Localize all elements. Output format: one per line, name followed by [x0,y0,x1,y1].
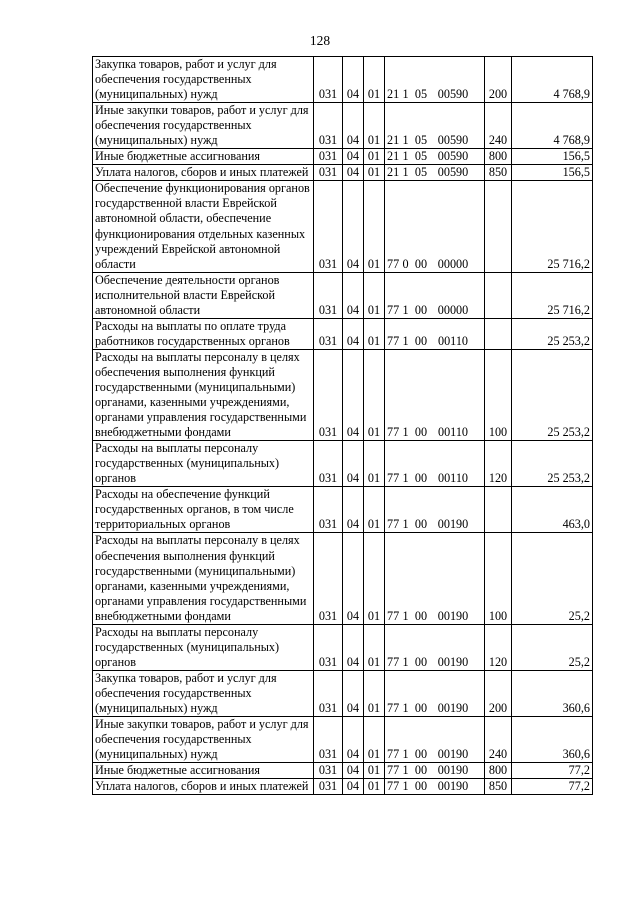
target-article-code-cell [385,717,485,763]
target-article-segment: 05 [414,87,428,102]
target-article-code-cell [385,103,485,149]
amount-cell: 156,5 [512,165,593,181]
vedomstvo-code-cell: 031 [314,57,343,103]
podrazdel-code-cell: 01 [364,272,385,318]
target-article-segment: 00 [414,608,428,623]
razdel-code-cell: 04 [343,779,364,795]
target-article-segment: 00 [414,763,428,778]
podrazdel-code-cell: 01 [364,763,385,779]
row-name-cell: Расходы на выплаты персоналу в целях обеспечения выполнения функций государственными (муниципальными) органами, казенными учреждениями, органами управления государственными внебюджетными фондами [93,533,314,624]
target-article-segment: 77 [387,425,400,440]
target-article-code-cell [385,149,485,165]
target-article-segment: 00 [414,333,428,348]
target-article-segment: 77 [387,302,400,317]
row-name-cell: Иные бюджетные ассигнования [93,149,314,165]
target-article-segment: 00190 [437,747,469,762]
target-article-segment: 00 [414,654,428,669]
target-article-segment: 00110 [437,425,469,440]
target-article-segment: 00000 [437,302,469,317]
razdel-code-cell: 04 [343,717,364,763]
vedomstvo-code-cell: 031 [314,533,343,624]
podrazdel-code-cell: 01 [364,165,385,181]
target-article-segment: 00190 [437,517,469,532]
amount-cell: 25 253,2 [512,349,593,440]
table-row [93,165,593,181]
table-body [93,57,593,795]
target-article-segment: 00590 [437,133,469,148]
target-article-segment: 00 [414,256,428,271]
table-row [93,533,593,624]
vedomstvo-code-cell: 031 [314,441,343,487]
podrazdel-code-cell: 01 [364,349,385,440]
razdel-code-cell: 04 [343,181,364,272]
target-article-segment: 00190 [437,763,469,778]
page-number: 128 [309,33,331,48]
amount-cell: 156,5 [512,149,593,165]
target-article-segment: 1 [402,700,409,715]
amount-cell: 25,2 [512,624,593,670]
vedomstvo-code-cell: 031 [314,779,343,795]
podrazdel-code-cell: 01 [364,57,385,103]
table-row [93,349,593,440]
amount-cell: 25 253,2 [512,318,593,349]
row-name-cell: Уплата налогов, сборов и иных платежей [93,165,314,181]
razdel-code-cell: 04 [343,349,364,440]
expense-type-code-cell: 800 [485,149,512,165]
razdel-code-cell: 04 [343,103,364,149]
amount-cell: 360,6 [512,717,593,763]
vedomstvo-code-cell: 031 [314,181,343,272]
table-row [93,149,593,165]
target-article-segment: 00190 [437,779,469,794]
target-article-segment: 1 [402,517,409,532]
vedomstvo-code-cell: 031 [314,103,343,149]
target-article-segment: 05 [414,149,428,164]
expense-type-code-cell: 850 [485,165,512,181]
expense-type-code-cell: 200 [485,57,512,103]
expense-type-code-cell [485,272,512,318]
target-article-segment: 00590 [437,87,469,102]
vedomstvo-code-cell: 031 [314,624,343,670]
expense-type-code-cell [485,318,512,349]
table-row [93,779,593,795]
expense-type-code-cell: 200 [485,670,512,716]
target-article-segment: 00 [414,700,428,715]
row-name-cell: Обеспечение деятельности органов исполнительной власти Еврейской автономной области [93,272,314,318]
razdel-code-cell: 04 [343,487,364,533]
row-name-cell: Закупка товаров, работ и услуг для обеспечения государственных (муниципальных) нужд [93,57,314,103]
target-article-segment: 77 [387,654,400,669]
expense-type-code-cell: 120 [485,441,512,487]
expense-type-code-cell: 120 [485,624,512,670]
vedomstvo-code-cell: 031 [314,670,343,716]
amount-cell: 25 716,2 [512,181,593,272]
target-article-segment: 77 [387,763,400,778]
row-name-cell: Иные закупки товаров, работ и услуг для обеспечения государственных (муниципальных) нужд [93,103,314,149]
target-article-segment: 00590 [437,165,469,180]
row-name-cell: Иные бюджетные ассигнования [93,763,314,779]
row-name-cell: Расходы на обеспечение функций государственных органов, в том числе территориальных органов [93,487,314,533]
target-article-segment: 00190 [437,654,469,669]
expense-type-code-cell [485,487,512,533]
target-article-segment: 77 [387,256,400,271]
target-article-segment: 21 [387,165,400,180]
table-row [93,487,593,533]
amount-cell: 25,2 [512,533,593,624]
razdel-code-cell: 04 [343,670,364,716]
target-article-segment: 00 [414,747,428,762]
table-row [93,441,593,487]
row-name-cell: Расходы на выплаты персоналу в целях обеспечения выполнения функций государственными (муниципальными) органами, казенными учреждениями, органами управления государственными внебюджетными фондами [93,349,314,440]
razdel-code-cell: 04 [343,441,364,487]
target-article-segment: 05 [414,165,428,180]
target-article-segment: 1 [402,654,409,669]
podrazdel-code-cell: 01 [364,103,385,149]
expense-type-code-cell: 240 [485,717,512,763]
target-article-segment: 0 [402,256,409,271]
table-row [93,763,593,779]
amount-cell: 25 716,2 [512,272,593,318]
target-article-code-cell [385,487,485,533]
table-row [93,181,593,272]
razdel-code-cell: 04 [343,149,364,165]
target-article-segment: 1 [402,747,409,762]
target-article-segment: 1 [402,608,409,623]
row-name-cell: Закупка товаров, работ и услуг для обеспечения государственных (муниципальных) нужд [93,670,314,716]
target-article-segment: 77 [387,517,400,532]
amount-cell: 4 768,9 [512,57,593,103]
razdel-code-cell: 04 [343,165,364,181]
target-article-segment: 00 [414,517,428,532]
target-article-segment: 1 [402,165,409,180]
target-article-segment: 77 [387,333,400,348]
row-name-cell: Расходы на выплаты персоналу государственных (муниципальных) органов [93,441,314,487]
target-article-segment: 00 [414,425,428,440]
target-article-segment: 00 [414,779,428,794]
vedomstvo-code-cell: 031 [314,272,343,318]
podrazdel-code-cell: 01 [364,487,385,533]
target-article-segment: 00110 [437,333,469,348]
vedomstvo-code-cell: 031 [314,165,343,181]
amount-cell: 25 253,2 [512,441,593,487]
target-article-code-cell [385,779,485,795]
target-article-segment: 1 [402,87,409,102]
target-article-segment: 77 [387,471,400,486]
target-article-code-cell [385,670,485,716]
vedomstvo-code-cell: 031 [314,717,343,763]
table-row [93,318,593,349]
table-row [93,670,593,716]
razdel-code-cell: 04 [343,763,364,779]
podrazdel-code-cell: 01 [364,717,385,763]
expense-type-code-cell [485,181,512,272]
expense-type-code-cell: 100 [485,349,512,440]
amount-cell: 360,6 [512,670,593,716]
razdel-code-cell: 04 [343,624,364,670]
target-article-segment: 00 [414,471,428,486]
table-row [93,272,593,318]
target-article-segment: 1 [402,425,409,440]
target-article-segment: 1 [402,763,409,778]
budget-table [92,56,593,795]
row-name-cell: Иные закупки товаров, работ и услуг для обеспечения государственных (муниципальных) нужд [93,717,314,763]
target-article-segment: 00190 [437,700,469,715]
target-article-segment: 1 [402,302,409,317]
podrazdel-code-cell: 01 [364,779,385,795]
podrazdel-code-cell: 01 [364,441,385,487]
vedomstvo-code-cell: 031 [314,763,343,779]
target-article-code-cell [385,318,485,349]
razdel-code-cell: 04 [343,318,364,349]
target-article-code-cell [385,349,485,440]
table-row [93,624,593,670]
target-article-code-cell [385,441,485,487]
amount-cell: 4 768,9 [512,103,593,149]
expense-type-code-cell: 800 [485,763,512,779]
target-article-segment: 21 [387,149,400,164]
target-article-segment: 1 [402,471,409,486]
podrazdel-code-cell: 01 [364,181,385,272]
target-article-code-cell [385,533,485,624]
target-article-segment: 00110 [437,471,469,486]
target-article-segment: 00 [414,302,428,317]
table-row [93,57,593,103]
target-article-code-cell [385,624,485,670]
podrazdel-code-cell: 01 [364,318,385,349]
table-row [93,103,593,149]
row-name-cell: Расходы на выплаты по оплате труда работников государственных органов [93,318,314,349]
target-article-segment: 1 [402,133,409,148]
row-name-cell: Расходы на выплаты персоналу государственных (муниципальных) органов [93,624,314,670]
amount-cell: 77,2 [512,779,593,795]
podrazdel-code-cell: 01 [364,533,385,624]
target-article-segment: 05 [414,133,428,148]
razdel-code-cell: 04 [343,272,364,318]
vedomstvo-code-cell: 031 [314,149,343,165]
target-article-segment: 77 [387,779,400,794]
target-article-code-cell [385,165,485,181]
podrazdel-code-cell: 01 [364,149,385,165]
row-name-cell: Уплата налогов, сборов и иных платежей [93,779,314,795]
target-article-segment: 1 [402,333,409,348]
vedomstvo-code-cell: 031 [314,318,343,349]
target-article-code-cell [385,272,485,318]
amount-cell: 463,0 [512,487,593,533]
target-article-segment: 77 [387,747,400,762]
vedomstvo-code-cell: 031 [314,487,343,533]
expense-type-code-cell: 100 [485,533,512,624]
target-article-segment: 00590 [437,149,469,164]
target-article-segment: 77 [387,608,400,623]
target-article-segment: 00190 [437,608,469,623]
target-article-segment: 1 [402,779,409,794]
expense-type-code-cell: 240 [485,103,512,149]
target-article-segment: 21 [387,133,400,148]
target-article-segment: 1 [402,149,409,164]
expense-type-code-cell: 850 [485,779,512,795]
row-name-cell: Обеспечение функционирования органов государственной власти Еврейской автономной области, обеспечение функционирования отдельных казенных учреждений Еврейской автономной области [93,181,314,272]
target-article-code-cell [385,57,485,103]
target-article-segment: 21 [387,87,400,102]
target-article-code-cell [385,181,485,272]
target-article-segment: 00000 [437,256,469,271]
target-article-segment: 77 [387,700,400,715]
vedomstvo-code-cell: 031 [314,349,343,440]
podrazdel-code-cell: 01 [364,624,385,670]
podrazdel-code-cell: 01 [364,670,385,716]
razdel-code-cell: 04 [343,57,364,103]
target-article-code-cell [385,763,485,779]
table-row [93,717,593,763]
razdel-code-cell: 04 [343,533,364,624]
amount-cell: 77,2 [512,763,593,779]
